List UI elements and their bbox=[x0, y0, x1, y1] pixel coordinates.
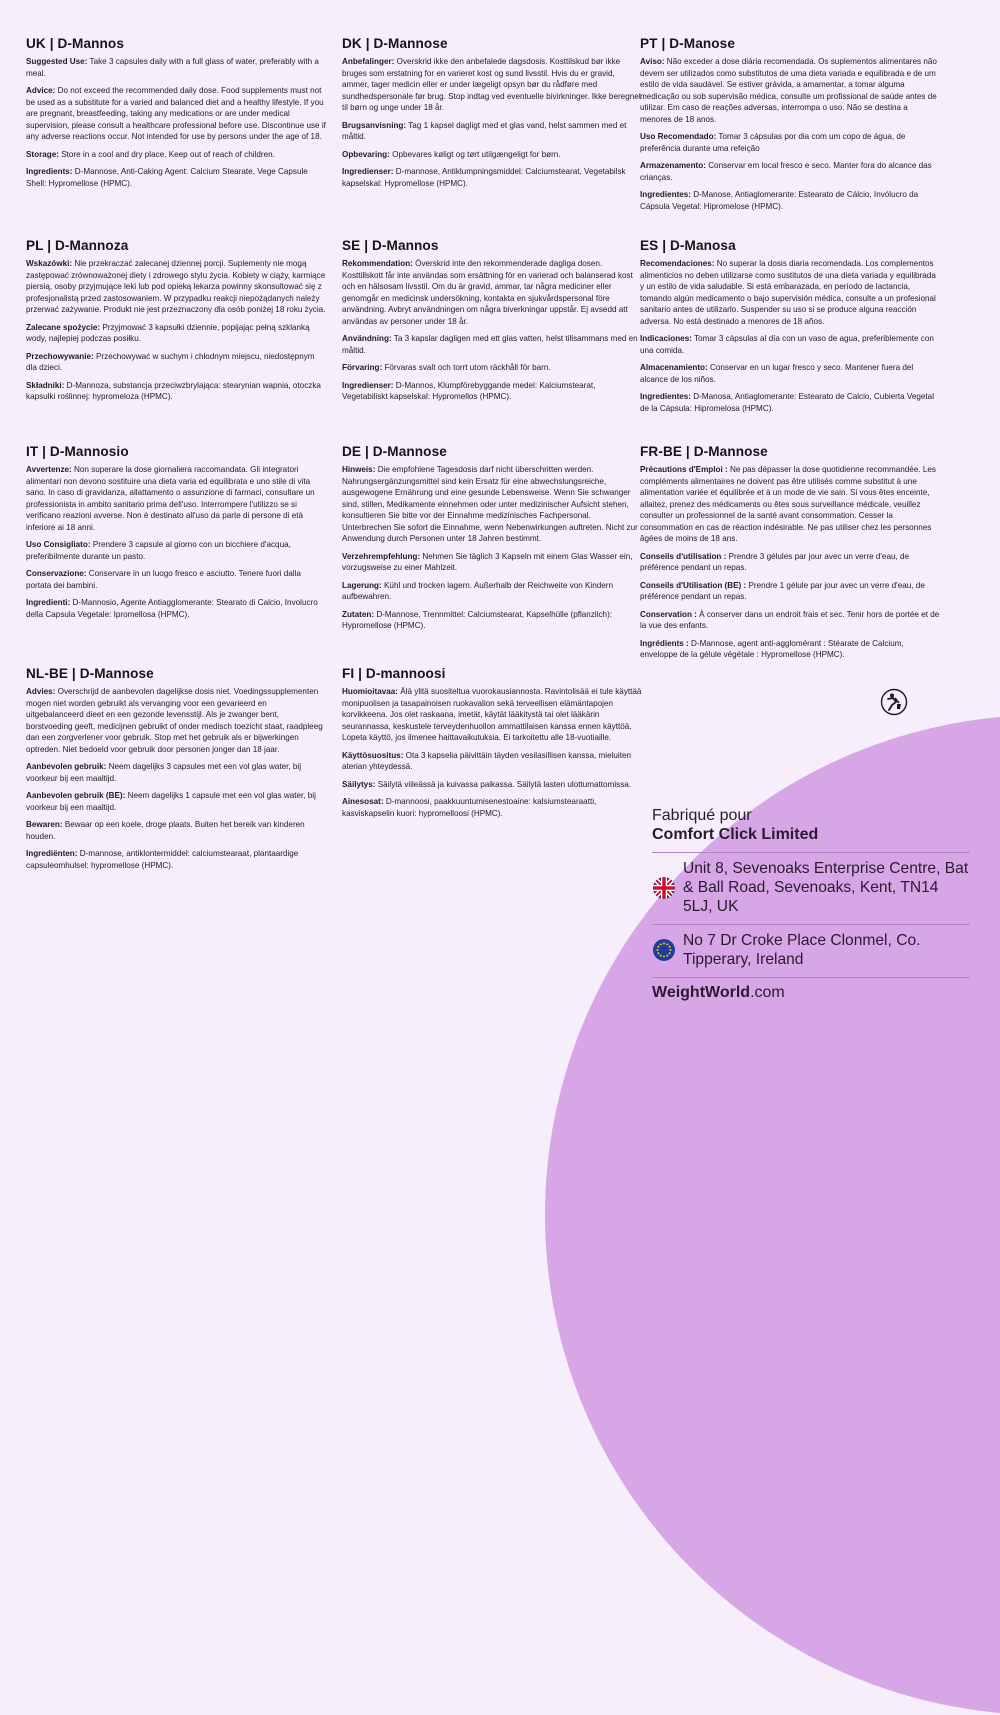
section-paragraph bbox=[26, 597, 326, 620]
section-paragraph bbox=[640, 333, 940, 356]
section-paragraph bbox=[26, 790, 326, 813]
language-section bbox=[640, 444, 940, 667]
paragraph-text: Overskrid ikke den anbefalede dagsdosis. Kosttilskud bør ikke bruges som erstatning for en varieret kost og sund livsstil. Hvis du er gravid, ammer, tager medicin eller er under lægeligt opsyn bør du rådføre med sundhedspersonale før brug. Stop indtag ved eventuelle bivirkninger. Ikke beregnet til børn og unge under 18 år. bbox=[342, 57, 642, 112]
section-paragraph bbox=[640, 609, 940, 632]
section-paragraph bbox=[26, 351, 326, 374]
section-paragraph bbox=[640, 551, 940, 574]
paragraph-label: Säilytys: bbox=[342, 779, 376, 789]
paragraph-label: Conservazione: bbox=[26, 569, 87, 578]
paragraph-label: Ingredienti: bbox=[26, 598, 71, 607]
paragraph-label: Zalecane spożycie: bbox=[26, 322, 101, 332]
paragraph-text: Säilytä viileässä ja kuivassa paikassa. Säilytä lasten ulottumattomissa. bbox=[377, 779, 632, 789]
paragraph-text: D-mannoosi, paakkuuntumisenestoaine: kalsiumstearaatti, kasviskapselin kuori: hypromelloosi (HPMC). bbox=[342, 797, 597, 818]
section-paragraph bbox=[342, 609, 642, 632]
paragraph-text: Przyjmować 3 kapsułki dziennie, popijając pełną szklanką wody, najlepiej podczas posiłku. bbox=[26, 322, 310, 343]
paragraph-label: Storage: bbox=[26, 149, 59, 159]
paragraph-label: Brugsanvisning: bbox=[342, 120, 407, 130]
language-section bbox=[342, 666, 642, 825]
section-paragraph bbox=[342, 120, 642, 143]
paragraph-label: Indicaciones: bbox=[640, 334, 692, 343]
paragraph-text: Tag 1 kapsel dagligt med et glas vand, helst sammen med et måltid. bbox=[342, 120, 627, 141]
section-paragraph bbox=[26, 686, 326, 755]
address-block bbox=[652, 806, 970, 1002]
section-title: FI | D-mannoosi bbox=[342, 666, 446, 681]
paragraph-label: Recomendaciones: bbox=[640, 259, 715, 268]
section-paragraph bbox=[342, 166, 642, 189]
section-title: PT | D-Manose bbox=[640, 36, 735, 51]
paragraph-text: Prendere 3 capsule al giorno con un bicchiere d'acqua, preferibilmente durante un pasto. bbox=[26, 540, 291, 561]
paragraph-text: Take 3 capsules daily with a full glass of water, preferably with a meal. bbox=[26, 57, 319, 78]
section-paragraph bbox=[342, 380, 642, 403]
paragraph-label: Składniki: bbox=[26, 380, 65, 390]
paragraph-text: D-Mannoza, substancja przeciwzbrylająca: stearynian wapnia, otoczka kapsułki roślinnej: hypromeloza (HPMC). bbox=[26, 380, 321, 401]
section-paragraph bbox=[342, 686, 642, 744]
section-paragraph bbox=[640, 131, 940, 154]
paragraph-text: Neem dagelijks 3 capsules met een vol glas water, bij voorkeur bij een maaltijd. bbox=[26, 762, 302, 783]
section-paragraph bbox=[640, 160, 940, 183]
company-name: Comfort Click Limited bbox=[652, 826, 819, 843]
paragraph-text: Tomar 3 cápsulas al día con un vaso de agua, preferiblemente con una comida. bbox=[640, 334, 934, 355]
language-section bbox=[640, 238, 940, 420]
paragraph-label: Suggested Use: bbox=[26, 57, 88, 66]
paragraph-label: Ainesosat: bbox=[342, 797, 384, 806]
uk-address: Unit 8, Sevenoaks Enterprise Centre, Bat & Ball Road, Sevenoaks, Kent, TN14 5LJ, UK bbox=[683, 860, 969, 915]
section-paragraph bbox=[640, 464, 940, 545]
paragraph-label: Bewaren: bbox=[26, 820, 63, 829]
section-paragraph bbox=[26, 464, 326, 533]
paragraph-text: Conservar en un lugar fresco y seco. Mantener fuera del alcance de los niños. bbox=[640, 363, 914, 384]
section-paragraph bbox=[26, 380, 326, 403]
section-paragraph bbox=[26, 761, 326, 784]
paragraph-label: Almacenamiento: bbox=[640, 363, 708, 372]
paragraph-text: Não exceder a dose diária recomendada. Os suplementos alimentares não devem ser utilizados como substitutos de uma dieta variada e equilibrada e de um estilo de vida saudável. Se estiver grávida, a amamentar, a tomar alguma medicação ou sob supervisão médica, consulte um profissional de saúde antes de utilizar. Em caso de reações adversas, interrompa o uso. Não se destina a menores de 18 anos. bbox=[640, 57, 937, 124]
brand-website[interactable] bbox=[652, 977, 970, 1002]
section-paragraph bbox=[640, 580, 940, 603]
uk-address-row bbox=[652, 852, 970, 916]
section-title: SE | D-Mannos bbox=[342, 238, 439, 253]
paragraph-text: D-Mannosio, Agente Antiagglomerante: Stearato di Calcio, Involucro della Capsula Vegetale: Ipromellosa (HPMC). bbox=[26, 598, 318, 619]
paragraph-text: D-Mannos, Klumpförebyggande medel: Kalciumstearat, Vegetabiliskt kapselskal: Hypromellos (HPMC). bbox=[342, 380, 596, 401]
paragraph-text: Prendre 1 gélule par jour avec un verre d'eau, de préférence pendant un repas. bbox=[640, 580, 925, 601]
section-paragraph bbox=[342, 258, 642, 327]
paragraph-label: Avvertenze: bbox=[26, 465, 72, 474]
paragraph-text: Do not exceed the recommended daily dose. Food supplements must not be used as a substitute for a varied and balanced diet and a healthy lifestyle. If you are pregnant, breastfeeding, taking any medications or are under medical supervision, please consult a healthcare professional before use. Discontinue use if any adverse reactions occur. Not intended for use by persons under the age of 18. bbox=[26, 86, 326, 141]
section-paragraph bbox=[342, 551, 642, 574]
paragraph-label: Anbefalinger: bbox=[342, 57, 395, 66]
paragraph-text: D-Mannose, Trennmittel: Calciumstearat, Kapselhülle (pflanzlich): Hypromellose (HPMC). bbox=[342, 609, 613, 630]
paragraph-text: Nie przekraczać zalecanej dziennej porcji. Suplementy nie mogą zastępować zrównoważonej diety i zdrowego stylu życia. Kobiety w ciąży, karmiące piersią, osoby przyjmujące leki lub pod opieką lekarza powinny skonsultować się z profesjonalistą przed zastosowaniem. W przypadku reakcji niepożądanych należy przerwać zażywanie. Produkt nie jest przeznaczony dla osób poniżej 18 roku życia. bbox=[26, 259, 326, 314]
paragraph-label: Verzehrempfehlung: bbox=[342, 551, 421, 561]
section-title: ES | D-Manosa bbox=[640, 238, 736, 253]
paragraph-label: Förvaring: bbox=[342, 363, 383, 372]
paragraph-text: Przechowywać w suchym i chłodnym miejscu, niedostępnym dla dzieci. bbox=[26, 351, 315, 372]
paragraph-text: Conservar em local fresco e seco. Manter fora do alcance das crianças. bbox=[640, 161, 932, 182]
paragraph-text: D-Mannose, Anti-Caking Agent: Calcium Stearate, Vege Capsule Shell: Hypromellose (HPMC). bbox=[26, 167, 308, 188]
paragraph-label: Conservation : bbox=[640, 609, 697, 619]
paragraph-text: D-Manosa, Antiaglomerante: Estearato de Calcio, Cubierta Vegetal de la Cápsula: Hipromelosa (HPMC). bbox=[640, 392, 935, 413]
paragraph-label: Ingrediënten: bbox=[26, 849, 78, 858]
paragraph-label: Hinweis: bbox=[342, 465, 376, 474]
section-paragraph bbox=[26, 539, 326, 562]
paragraph-label: Armazenamento: bbox=[640, 161, 706, 170]
paragraph-label: Ingredienser: bbox=[342, 380, 394, 390]
tidyman-recycle-icon bbox=[880, 688, 908, 716]
section-paragraph bbox=[640, 362, 940, 385]
eu-flag-icon bbox=[652, 938, 676, 962]
language-section bbox=[342, 238, 642, 409]
paragraph-text: D-mannose, antiklontermiddel: calciumstearaat, plantaardige capsuleomhulsel: hypromellose (HPMC). bbox=[26, 849, 299, 870]
section-title: FR-BE | D-Mannose bbox=[640, 444, 768, 459]
paragraph-text: Opbevares køligt og tørt utilgængeligt for børn. bbox=[392, 149, 561, 159]
language-section bbox=[26, 238, 326, 409]
section-paragraph bbox=[342, 750, 642, 773]
paragraph-label: Conseils d'utilisation : bbox=[640, 551, 727, 561]
paragraph-label: Ingredienser: bbox=[342, 167, 394, 176]
paragraph-label: Uso Recomendado: bbox=[640, 132, 717, 141]
paragraph-text: Förvaras svalt och torrt utom räckhåll för barn. bbox=[384, 363, 551, 372]
paragraph-text: À conserver dans un endroit frais et sec. Tenir hors de portée et de la vue des enfants. bbox=[640, 609, 940, 630]
section-paragraph bbox=[342, 56, 642, 114]
paragraph-label: Opbevaring: bbox=[342, 149, 390, 159]
paragraph-text: Non superare la dose giornaliera raccomandata. Gli integratori alimentari non devono sostituire una dieta varia ed equilibrata e uno stile di vita sano. In caso di gravidanza, allattamento o assunzione di farmaci, consultare un professionista in ambito sanitario prima dell'uso. Interrompere l'utilizzo se si verificano reazioni avverse. Non è destinato all'uso da parte di persone di età inferiore ai 18 anni. bbox=[26, 465, 315, 532]
paragraph-text: Bewaar op een koele, droge plaats. Buiten het bereik van kinderen houden. bbox=[26, 820, 305, 841]
paragraph-text: Nehmen Sie täglich 3 Kapseln mit einem Glas Wasser ein, vorzugsweise zu einer Mahlzeit. bbox=[342, 551, 633, 572]
section-paragraph bbox=[26, 149, 326, 161]
section-title: NL-BE | D-Mannose bbox=[26, 666, 154, 681]
paragraph-label: Zutaten: bbox=[342, 609, 375, 619]
paragraph-text: Neem dagelijks 1 capsule met een vol glas water, bij voorkeur bij een maaltijd. bbox=[26, 791, 316, 812]
paragraph-text: Ne pas dépasser la dose quotidienne recommandée. Les compléments alimentaires ne doivent pas être utilisés comme substitut à une alimentation variée et équilibrée et à un mode de vie sain. Si vous êtes enceinte, allaitez, prenez des médicaments ou êtes sous surveillance médicale, veuillez consulter un professionnel de la santé avant consommation. Cesser la consommation en cas de réaction indésirable. Ne pas utiliser chez les personnes âgées de moins de 18 ans. bbox=[640, 465, 936, 543]
section-title: PL | D-Mannoza bbox=[26, 238, 129, 253]
section-paragraph bbox=[342, 149, 642, 161]
section-title: IT | D-Mannosio bbox=[26, 444, 129, 459]
section-title: DE | D-Mannose bbox=[342, 444, 447, 459]
made-for-label: Fabriqué pour bbox=[652, 807, 752, 824]
section-title: DK | D-Mannose bbox=[342, 36, 448, 51]
section-paragraph bbox=[342, 464, 642, 545]
paragraph-text: Kühl und trocken lagern. Außerhalb der Reichweite von Kindern aufbewahren. bbox=[342, 580, 613, 601]
paragraph-label: Användning: bbox=[342, 334, 392, 343]
language-section bbox=[26, 666, 326, 877]
section-title: UK | D-Mannos bbox=[26, 36, 124, 51]
ie-address-row bbox=[652, 924, 970, 969]
paragraph-text: Overschrijd de aanbevolen dagelijkse dosis niet. Voedingssupplementen mogen niet worden gebruikt als vervanging voor een gevarieerd en uitgebalanceerd dieet en een gezonde levensstijl. Als je zwanger bent, borstvoeding geeft, medicijnen gebruikt of onder medisch toezicht staat, raadpleeg dan een zorgverlener voor gebruik. Stop met het gebruik als er bijwerkingen optreden. Niet bedoeld voor gebruik door personen jonger dan 18 jaar. bbox=[26, 687, 323, 754]
paragraph-text: No superar la dosis diaria recomendada. Los complementos alimenticios no deben utilizarse como sustitutos de una dieta variada y equilibrada y un estilo de vida saludable. Si está embarazada, en período de lactancia, tomando algún medicamento o bajo supervisión médica, consulte a un profesional sanitario antes de utilizarlo. Suspender su uso si se produce alguna reacción adversa. No está destinado a menores de 18 años. bbox=[640, 259, 936, 326]
section-paragraph bbox=[640, 391, 940, 414]
paragraph-text: Die empfohlene Tagesdosis darf nicht überschritten werden. Nahrungsergänzungsmittel sind kein Ersatz für eine abwechslungsreiche, ausgewogene Ernährung und eine gesunde Lebensweise. Wenn Sie schwanger sind, stillen, Medikamente einnehmen oder unter medizinischer Aufsicht stehen, konsultieren Sie bitte vor der Einnahme medizinisches Fachpersonal. Unterbrechen Sie sofort die Einnahme, wenn Nebenwirkungen auftreten. Nicht zur Anwendung durch Personen unter 18 Jahren bestimmt. bbox=[342, 465, 638, 543]
section-paragraph bbox=[26, 848, 326, 871]
section-paragraph bbox=[342, 362, 642, 374]
paragraph-text: Prendre 3 gélules par jour avec un verre d'eau, de préférence pendant un repas. bbox=[640, 551, 910, 572]
paragraph-text: D-Manose, Antiaglomerante: Estearato de Cálcio, Invólucro da Cápsula Vegetal: Hipromelose (HPMC). bbox=[640, 190, 919, 211]
paragraph-label: Ingredients: bbox=[26, 167, 73, 176]
ie-address: No 7 Dr Croke Place Clonmel, Co. Tipperary, Ireland bbox=[683, 932, 921, 968]
paragraph-label: Przechowywanie: bbox=[26, 351, 94, 361]
paragraph-label: Ingredientes: bbox=[640, 190, 692, 199]
section-paragraph bbox=[342, 333, 642, 356]
paragraph-label: Uso Consigliato: bbox=[26, 540, 91, 549]
section-paragraph bbox=[640, 56, 940, 125]
paragraph-label: Lagerung: bbox=[342, 580, 382, 590]
paragraph-label: Advies: bbox=[26, 687, 56, 696]
section-paragraph bbox=[640, 258, 940, 327]
language-section bbox=[342, 36, 642, 195]
section-paragraph bbox=[26, 568, 326, 591]
paragraph-label: Précautions d'Emploi : bbox=[640, 465, 728, 474]
paragraph-label: Huomioitavaa: bbox=[342, 687, 398, 696]
paragraph-text: Ta 3 kapslar dagligen med ett glas vatten, helst tillsammans med en måltid. bbox=[342, 334, 638, 355]
section-paragraph bbox=[26, 166, 326, 189]
paragraph-label: Wskazówki: bbox=[26, 259, 73, 268]
paragraph-text: Store in a cool and dry place. Keep out of reach of children. bbox=[61, 149, 275, 159]
section-paragraph bbox=[342, 580, 642, 603]
section-paragraph bbox=[26, 56, 326, 79]
paragraph-text: Överskrid inte den rekommenderade dagliga dosen. Kosttillskott får inte användas som ersättning för en varierad och balanserad kost och en hälsosam livsstil. Om du är gravid, ammar, tar några mediciner eller genomgår en medicinsk undersökning, kontakta en sjukvårdspersonal före användning. Avbryt användningen om några biverkningar uppstår. Ej avsedd att användas av personer under 18 år. bbox=[342, 259, 633, 326]
language-section bbox=[26, 36, 326, 195]
paragraph-text: Conservare in un luogo fresco e asciutto. Tenere fuori dalla portata dei bambini. bbox=[26, 569, 301, 590]
section-paragraph bbox=[26, 322, 326, 345]
paragraph-text: Tomar 3 cápsulas por dia com um copo de água, de preferência durante uma refeição bbox=[640, 132, 906, 153]
paragraph-label: Ingredientes: bbox=[640, 392, 692, 401]
paragraph-label: Ingrédients : bbox=[640, 638, 689, 648]
brand-name: WeightWorld bbox=[652, 984, 751, 1001]
paragraph-label: Conseils d'Utilisation (BE) : bbox=[640, 580, 747, 590]
paragraph-label: Käyttösuositus: bbox=[342, 750, 404, 760]
paragraph-label: Aanbevolen gebruik (BE): bbox=[26, 791, 126, 800]
paragraph-text: D-mannose, Antiklumpningsmiddel: Calciumstearat, Vegetabilsk kapselskal: Hypromellose (HPMC). bbox=[342, 167, 626, 188]
language-section bbox=[26, 444, 326, 626]
section-paragraph bbox=[26, 819, 326, 842]
uk-flag-icon bbox=[652, 876, 676, 900]
brand-domain: .com bbox=[750, 984, 785, 1001]
language-section bbox=[640, 36, 940, 218]
paragraph-label: Aviso: bbox=[640, 57, 665, 66]
language-section bbox=[342, 444, 642, 638]
paragraph-label: Advice: bbox=[26, 86, 56, 95]
section-paragraph bbox=[26, 85, 326, 143]
section-paragraph bbox=[342, 779, 642, 791]
paragraph-label: Aanbevolen gebruik: bbox=[26, 762, 107, 771]
paragraph-label: Rekommendation: bbox=[342, 259, 413, 268]
section-paragraph bbox=[640, 638, 940, 661]
section-paragraph bbox=[640, 189, 940, 212]
section-paragraph bbox=[26, 258, 326, 316]
section-paragraph bbox=[342, 796, 642, 819]
paragraph-text: D-Mannose, agent anti-agglomérant : Stéarate de Calcium, enveloppe de la gélule végétale : Hypromellose (HPMC). bbox=[640, 638, 904, 659]
paragraph-text: Ota 3 kapselia päivittäin täyden vesilasillisen kanssa, mieluiten aterian yhteydessä. bbox=[342, 750, 632, 771]
paragraph-text: Älä ylitä suositeltua vuorokausiannosta. Ravintolisää ei tule käyttää monipuolisen ja tasapainoisen ruokavalion sekä terveellisen elämäntapojen korvikkeena. Jos olet raskaana, imetät, käytät lääkitystä tai olet lääkärin seurannassa, keskustele terveydenhuollon ammattilaisen kanssa ennen käyttöä. Lopeta käyttö, jos ilmenee haittavaikutuksia. Ei tarkoitettu alle 18-vuotiaille. bbox=[342, 687, 642, 742]
